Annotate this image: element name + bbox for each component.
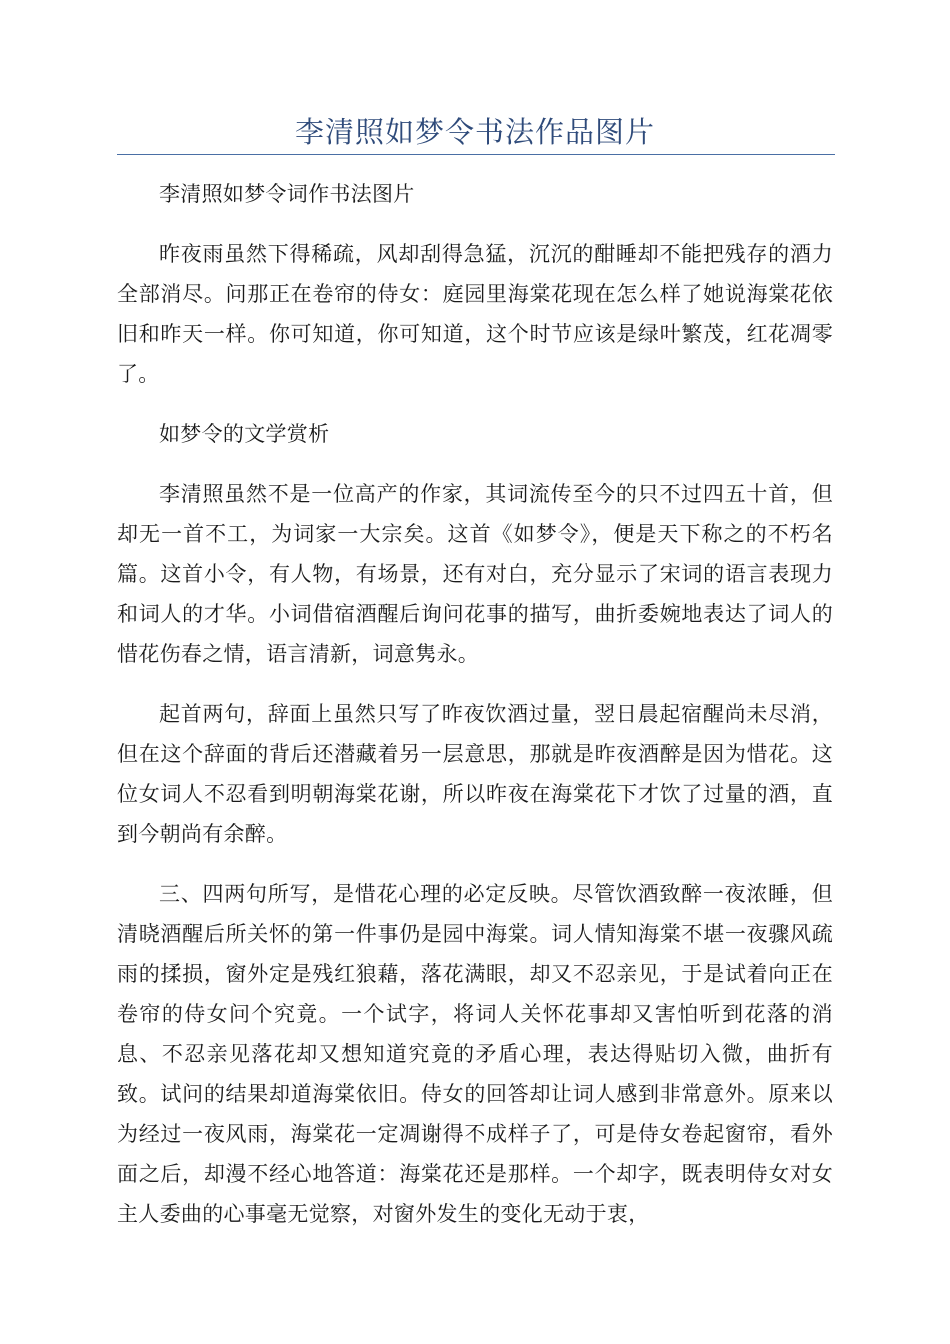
subheading-appreciation: 如梦令的文学赏析 bbox=[159, 422, 330, 446]
paragraph-translation: 昨夜雨虽然下得稀疏，风却刮得急猛，沉沉的酣睡却不能把残存的酒力全部消尽。问那正在卷帘的侍女：庭园里海棠花现在怎么样了她说海棠花依旧和昨天一样。你可知道，你可知道，这个时节应该是绿叶繁茂，红花凋零了。 bbox=[117, 242, 833, 386]
title-underline bbox=[117, 154, 835, 155]
paragraph-opening-lines: 起首两句，辞面上虽然只写了昨夜饮酒过量，翌日晨起宿醒尚未尽消，但在这个辞面的背后还潜藏着另一层意思，那就是昨夜酒醉是因为惜花。这位女词人不忍看到明朝海棠花谢，所以昨夜在海棠花下才饮了过量的酒，直到今朝尚有余醉。 bbox=[117, 702, 833, 846]
subheading-calligraphy: 李清照如梦令词作书法图片 bbox=[159, 182, 415, 206]
paragraph-third-fourth-lines: 三、四两句所写，是惜花心理的必定反映。尽管饮酒致醉一夜浓睡，但清晓酒醒后所关怀的第一件事仍是园中海棠。词人情知海棠不堪一夜骤风疏雨的揉损，窗外定是残红狼藉，落花满眼，却又不忍亲见，于是试着向正在卷帘的侍女问个究竟。一个试字，将词人关怀花事却又害怕听到花落的消息、不忍亲见落花却又想知道究竟的矛盾心理，表达得贴切入微，曲折有致。试问的结果却道海棠依旧。侍女的回答却让词人感到非常意外。原来以为经过一夜风雨，海棠花一定凋谢得不成样子了，可是侍女卷起窗帘，看外面之后，却漫不经心地答道：海棠花还是那样。一个却字，既表明侍女对女主人委曲的心事毫无觉察，对窗外发生的变化无动于衷， bbox=[117, 882, 833, 1226]
page-title: 李清照如梦令书法作品图片 bbox=[294, 115, 655, 149]
document-body bbox=[117, 174, 833, 1254]
paragraph-intro: 李清照虽然不是一位高产的作家，其词流传至今的只不过四五十首，但却无一首不工，为词家一大宗矣。这首《如梦令》，便是天下称之的不朽名篇。这首小令，有人物，有场景，还有对白，充分显示了宋词的语言表现力和词人的才华。小词借宿酒醒后询问花事的描写，曲折委婉地表达了词人的惜花伤春之情，语言清新，词意隽永。 bbox=[117, 482, 833, 666]
